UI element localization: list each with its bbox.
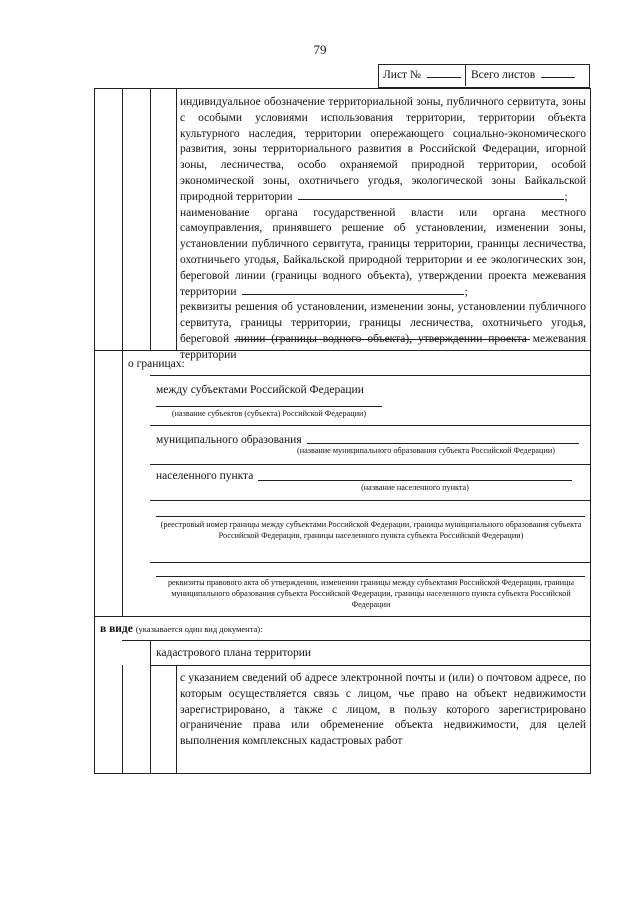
row-divider-contact [150, 665, 591, 666]
municipality-blank [307, 443, 579, 444]
row-divider-legal-act [150, 562, 591, 563]
row-divider-subjects [150, 375, 591, 376]
table-bottom-border [94, 773, 591, 774]
sheet-total-label: Всего листов [471, 69, 536, 81]
legal-act-caption: реквизиты правового акта об утверждении, изменении границы между субъектами Российской Федерации, границы муниципального образования субъекта Российской Федерации, границы населенного пункта субъекта Российской Федерации [167, 578, 575, 609]
municipality-label: муниципального образования [156, 434, 302, 446]
document-form-label: в виде [100, 623, 133, 635]
between-subjects-caption: (название субъектов (субъекта) Российской Федерации) [171, 409, 367, 418]
row-divider-form [94, 616, 591, 617]
sheet-total-cell [467, 65, 591, 86]
settlement-blank [258, 480, 572, 481]
authority-name-blank [242, 285, 464, 295]
sheet-number-cell [379, 65, 467, 86]
row-divider-cadastral [122, 640, 591, 641]
contact-info-text: с указанием сведений об адресе электронной почты и (или) о почтовом адресе, по которым осуществляется связь с лицом, чье право на объект недвижимости зарегистрировано, а также с лицом, в пользу которого зарегистрировано ограничение права или обременение объекта недвижимости, для целей выполнения комплексных кадастровых работ [180, 672, 586, 748]
decision-details-blank [234, 339, 530, 340]
row-divider-registry [150, 500, 591, 501]
document-form-note: (указывается один вид документа): [135, 624, 263, 634]
boundaries-title: о границах: [128, 358, 185, 370]
sheet-header [378, 64, 590, 88]
column-divider-2b [150, 640, 151, 773]
table-left-border [94, 88, 95, 774]
row-divider-municipality [150, 425, 591, 426]
column-divider-2 [150, 88, 151, 350]
table-right-border [590, 88, 591, 774]
sheet-header-divider [465, 65, 466, 86]
municipality-caption: (название муниципального образования субъекта Российской Федерации) [297, 446, 555, 455]
sheet-total-blank [541, 68, 575, 78]
column-divider-1 [122, 88, 123, 616]
zone-designation-text: индивидуальное обозначение территориальной зоны, публичного сервитута, зоны с особыми условиями использования территории, территории объекта культурного наследия, территории опережающего социально-экономического развития, зоны территориального развития в Российской Федерации, игорной зоны, лесничества, особо охраняемой природной территории, особой экономической зоны, охотничьего угодья, экологической зоны Байкальской природной территории ; [180, 96, 586, 203]
column-divider-3 [176, 88, 177, 350]
authority-name-text: наименование органа государственной власти или органа местного самоуправления, принявшего решение об установлении, изменении зоны, установлении публичного сервитута, границы территории, границы лесничества, охотничьего угодья, Байкальской природной территории и ее экологических зон, береговой линии (границы водного объекта), утверждении проекта межевания территории ; [180, 206, 586, 298]
between-subjects-blank [156, 406, 382, 407]
sheet-number-label: Лист № [383, 69, 421, 81]
column-divider-3b [176, 665, 177, 773]
row-divider-settlement [150, 464, 591, 465]
decision-details-text: реквизиты решения об установлении, изменении зоны, установлении публичного сервитута, границы территории, границы лесничества, охотничьего угодья, береговой линии (границы водного объекта), утверждении проекта межевания территории [180, 301, 586, 361]
document-form-title [100, 622, 262, 636]
between-subjects-label: между субъектами Российской Федерации [156, 384, 364, 396]
sheet-number-blank [427, 68, 461, 78]
settlement-caption: (название населенного пункта) [361, 483, 469, 492]
page-number: 79 [313, 42, 327, 57]
registry-blank [156, 516, 585, 517]
settlement-label: населенного пункта [156, 470, 254, 482]
cadastral-plan-label: кадастрового плана территории [156, 647, 311, 659]
registry-caption: (реестровый номер границы между субъектами Российской Федерации, границы муниципального образования субъекта Российской Федерации, границы населенного пункта субъекта Российской Федерации) [160, 520, 582, 540]
column-divider-1b [122, 665, 123, 773]
zone-designation-blank [298, 190, 564, 200]
zone-designation-block [180, 95, 586, 364]
table-top-border [94, 88, 591, 89]
